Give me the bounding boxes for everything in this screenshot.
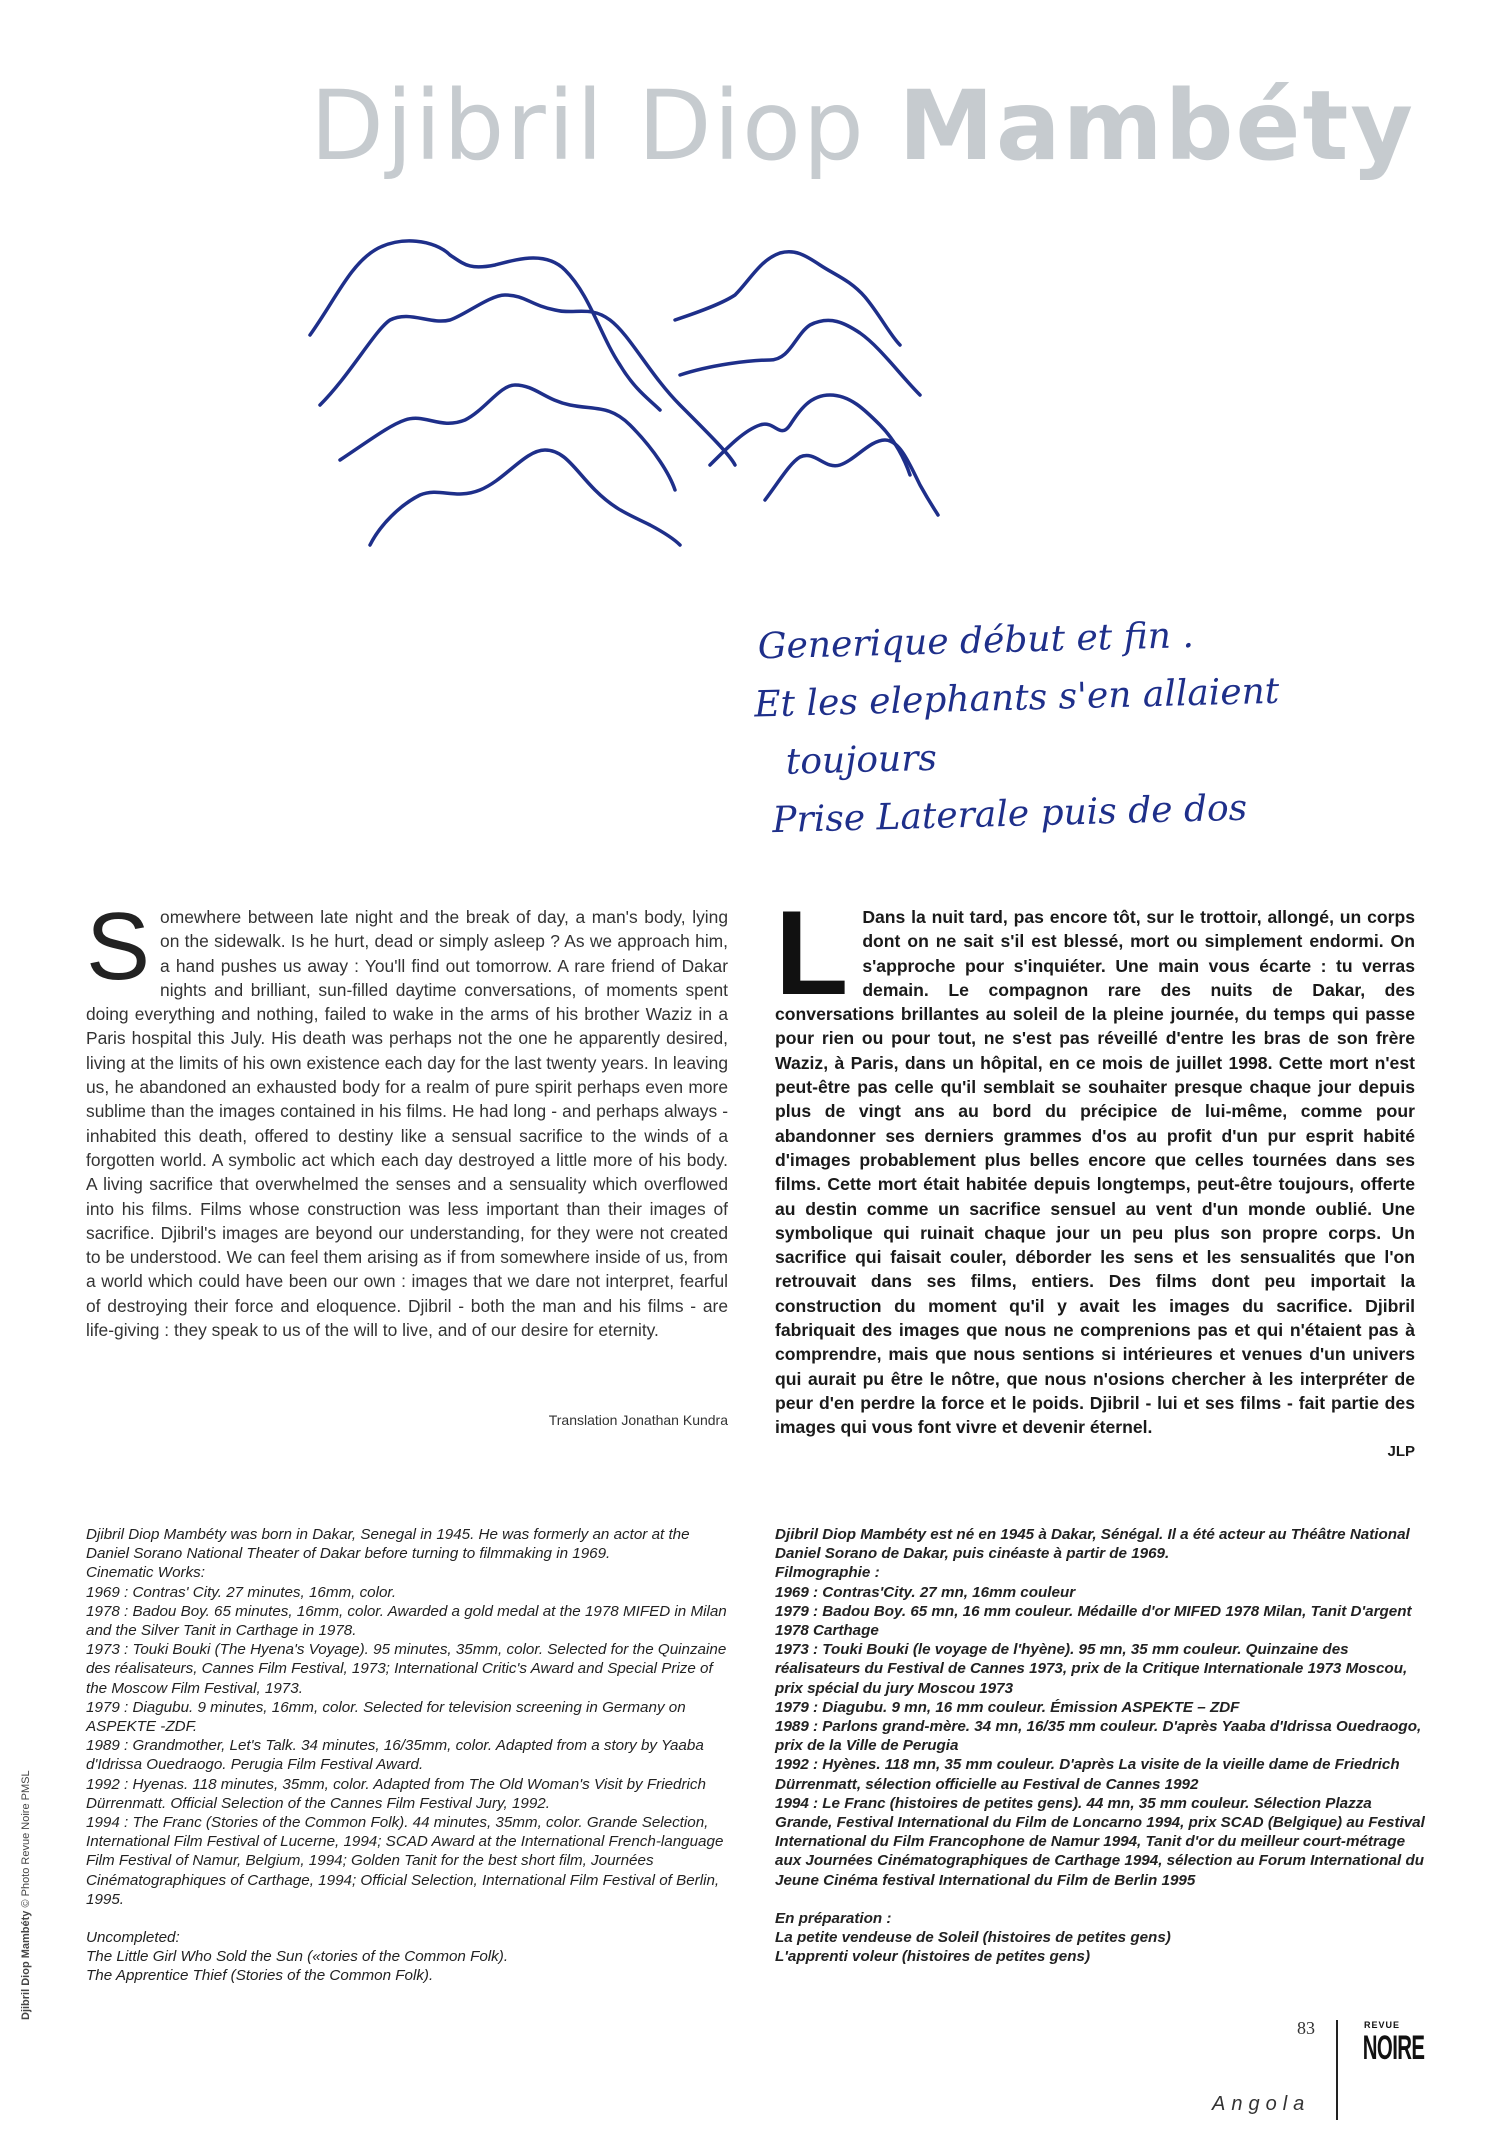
page-title — [310, 70, 1415, 182]
handwritten-line: toujours — [785, 737, 938, 783]
logo-big-text: NOIRE — [1362, 2029, 1425, 2067]
spacer — [86, 1909, 736, 1928]
photo-credit — [20, 1770, 32, 2020]
bio-line: 1989 : Parlons grand-mère. 34 mn, 16/35 mm couleur. D'après Yaaba d'Idrissa Ouedraogo, prix de la Ville de Perugia — [775, 1718, 1422, 1755]
bio-line: The Apprentice Thief (Stories of the Common Folk). — [86, 1967, 434, 1985]
bio-line: 1992 : Hyènes. 118 mn, 35 mm couleur. D'après La visite de la vieille dame de Friedrich Dürrenmatt, sélection officielle au Festival de Cannes 1992 — [775, 1756, 1400, 1793]
elephant-sketch — [290, 225, 940, 555]
bio-line: The Little Girl Who Sold the Sun («tories of the Common Folk). — [86, 1948, 509, 1966]
bio-line: 1978 : Badou Boy. 65 minutes, 16mm, color. Awarded a gold medal at the 1978 MIFED in Milan and the Silver Tanit in Carthage in 1978. — [86, 1602, 727, 1640]
article-english-text: omewhere between late night and the break of day, a man's body, lying on the sidewalk. Is he hurt, dead or simply asleep ? As we approach him, a hand pushes us away : You'll find out tomorrow. A rare friend of Dakar nights and brilliant, sun-filled daytime conversations, of moments spent doing everything and nothing, failed to wake in the arms of his brother Waziz in a Paris hospital this July. His death was perhaps not the one he apparently desired, living at the limits of his own existence each day for the last twenty years. In leaving us, he abandoned an exhausted body for a realm of pure spirit perhaps even more sublime than the images contained in his films. He had long - and perhaps always - inhabited this death, offered to destiny like a sensual sacrifice to the winds of a forgotten world. A symbolic act which each day destroyed a little more of his body. A living sacrifice that overwhelmed the senses and a sensuality which overflowed into his films. Films whose construction was less important than their images of sacrifice. Djibril's images are beyond our understanding, for they were not created to be understood. We can feel them arising as if from somewhere inside of us, from a world which could have been our own : images that we dare not interpret, fearful of destroying their force and eloquence. Djibril - both the man and his films - are life-giving : they speak to us of the will to live, and of our desire for eternity. — [86, 907, 728, 1341]
bio-line: 1989 : Grandmother, Let's Talk. 34 minutes, 16/35mm, color. Adapted from a story by Yaaba d'Idrissa Ouedraogo. Perugia Film Festival Award. — [86, 1737, 704, 1774]
bio-line: 1969 : Contras' City. 27 minutes, 16mm, color. — [86, 1583, 397, 1601]
handwritten-note — [753, 602, 1403, 851]
author-initials: JLP — [1387, 1442, 1415, 1460]
drop-cap: L — [775, 886, 849, 1020]
bio-line: L'apprenti voleur (histoires de petites gens) — [775, 1948, 1091, 1966]
bio-line: 1994 : Le Franc (histoires de petites gens). 44 mn, 35 mm couleur. Sélection Plazza Grande, Festival International du Film de Loncarno 1994, prix SCAD (Belgique) au Festival International du Film Francophone de Namur 1994, Tanit d'or du meilleur court-métrage aux Journées Cinématographiques de Carthage 1994, sélection au Forum International du Jeune Cinéma festival International du Film de Berlin 1995 — [775, 1794, 1425, 1889]
bio-line: 1992 : Hyenas. 118 minutes, 35mm, color. Adapted from The Old Woman's Visit by Friedrich Dürrenmatt. Official Selection of the Cannes Film Festival Jury, 1992. — [86, 1775, 706, 1812]
bio-line: 1979 : Diagubu. 9 mn, 16 mm couleur. Émission ASPEKTE – ZDF — [775, 1698, 1240, 1716]
bio-line: Cinematic Works: — [86, 1564, 205, 1582]
magazine-logo — [1350, 2020, 1425, 2067]
bio-line: 1979 : Badou Boy. 65 mn, 16 mm couleur. Médaille d'or MIFED 1978 Milan, Tanit D'argent 1978 Carthage — [775, 1602, 1412, 1640]
bio-line: En préparation : — [775, 1909, 892, 1927]
bio-line: 1979 : Diagubu. 9 minutes, 16mm, color. Selected for television screening in Germany on ASPEKTE -ZDF. — [86, 1698, 686, 1736]
handwritten-line: Generique début et fin . — [757, 614, 1195, 668]
biography-french — [775, 1525, 1430, 1966]
bio-line: Filmographie : — [775, 1564, 880, 1582]
article-english — [86, 893, 728, 1342]
translation-credit: Translation Jonathan Kundra — [548, 1412, 728, 1428]
bio-line: 1969 : Contras'City. 27 mn, 16mm couleur — [775, 1583, 1076, 1601]
page-number: 83 — [1297, 2018, 1315, 2038]
bio-line: 1973 : Touki Bouki (le voyage de l'hyène). 95 mn, 35 mm couleur. Quinzaine des réalisateurs du Festival de Cannes 1973, prix de la Critique Internationale 1973 Moscou, prix spécial du jury Moscou 1973 — [775, 1641, 1408, 1697]
article-french — [775, 886, 1415, 1464]
bio-line: 1973 : Touki Bouki (The Hyena's Voyage). 95 minutes, 35mm, color. Selected for the Quinzaine des réalisateurs, Cannes Film Festival, 1973; International Critic's Award and Special Prize of the Moscow Film Festival, 1973. — [86, 1641, 727, 1697]
title-light: Djibril Diop — [310, 70, 866, 182]
bio-line: Djibril Diop Mambéty was born in Dakar, Senegal in 1945. He was formerly an actor at the Daniel Sorano National Theater of Dakar before turning to filmmaking in 1969. — [86, 1526, 690, 1563]
article-french-text: Dans la nuit tard, pas encore tôt, sur le trottoir, allongé, un corps dont on ne sait s'il est blessé, mort ou simplement endormi. On s'approche pour s'inquiéter. Une main vous écarte : tu verras demain. Le compagnon rare des nuits de Dakar, des conversations brillantes au soleil de la pleine journée, du temps qui passe pour rien ou pour tout, ne s'est pas réveillé d'entre les bras de son frère Waziz, à Paris, dans un hôpital, en ce mois de juillet 1998. Cette mort n'est peut-être pas celle qu'il semblait se souhaiter presque chaque jour depuis plus de vingt ans au bord du précipice de lui-même, comme pour abandonner ses derniers grammes d'os au profit d'un pur esprit habité d'images probablement plus belles encore que celles tournées dans ses films. Cette mort était habitée depuis longtemps, peut-être toujours, offerte au destin comme un sacrifice sensuel au vent d'un monde oublié. Une symbolique qui ruinait chaque jour un peu plus son propre corps. Un sacrifice qui faisait couler, déborder les sens et les sensualités que l'on retrouvait dans ses films, entiers. Des films dont peu importait la construction du moment qu'il y avait les images du sacrifice. Djibril fabriquait des images que nous ne comprenions pas et qui n'étaient pas à comprendre, mais que nous sentions si intérieures et venues d'un univers qui aurait pu être le nôtre, que nous n'osions chercher à les interpréter de peur d'en perdre la force et le poids. Djibril - lui et ses films - fait partie des images qui vous font vivre et devenir éternel. — [775, 907, 1415, 1438]
bio-line: Djibril Diop Mambéty est né en 1945 à Dakar, Sénégal. Il a été acteur au Théâtre National Daniel Sorano de Dakar, puis cinéaste à partir de 1969. — [775, 1526, 1410, 1563]
photo-credit-text: © Photo Revue Noire PMSL — [20, 1770, 32, 1908]
photo-credit-name: Djibril Diop Mambéty — [20, 1910, 32, 2020]
section-name: Angola — [1212, 2093, 1311, 2115]
footer-divider — [1336, 2020, 1338, 2120]
handwritten-line: Prise Laterale puis de dos — [771, 787, 1248, 842]
drop-cap: S — [86, 893, 151, 1000]
spacer — [775, 1890, 1430, 1909]
bio-line: 1994 : The Franc (Stories of the Common Folk). 44 minutes, 35mm, color. Grande Selection, International Film Festival of Lucerne, 1994; SCAD Award at the International French-language Film Festival of Namur, Belgium, 1994; Golden Tanit for the best short film, Journées Cinématographiques of Carthage, 1994; Official Selection, International Film Festival of Berlin, 1995. — [86, 1814, 724, 1908]
biography-english — [86, 1525, 736, 1986]
bio-line: Uncompleted: — [86, 1929, 180, 1947]
handwritten-line: Et les elephants s'en allaient — [753, 670, 1280, 726]
bio-line: La petite vendeuse de Soleil (histoires de petites gens) — [775, 1929, 1171, 1947]
logo-small-text: REVUE — [1363, 2020, 1400, 2030]
title-bold: Mambéty — [898, 70, 1415, 182]
